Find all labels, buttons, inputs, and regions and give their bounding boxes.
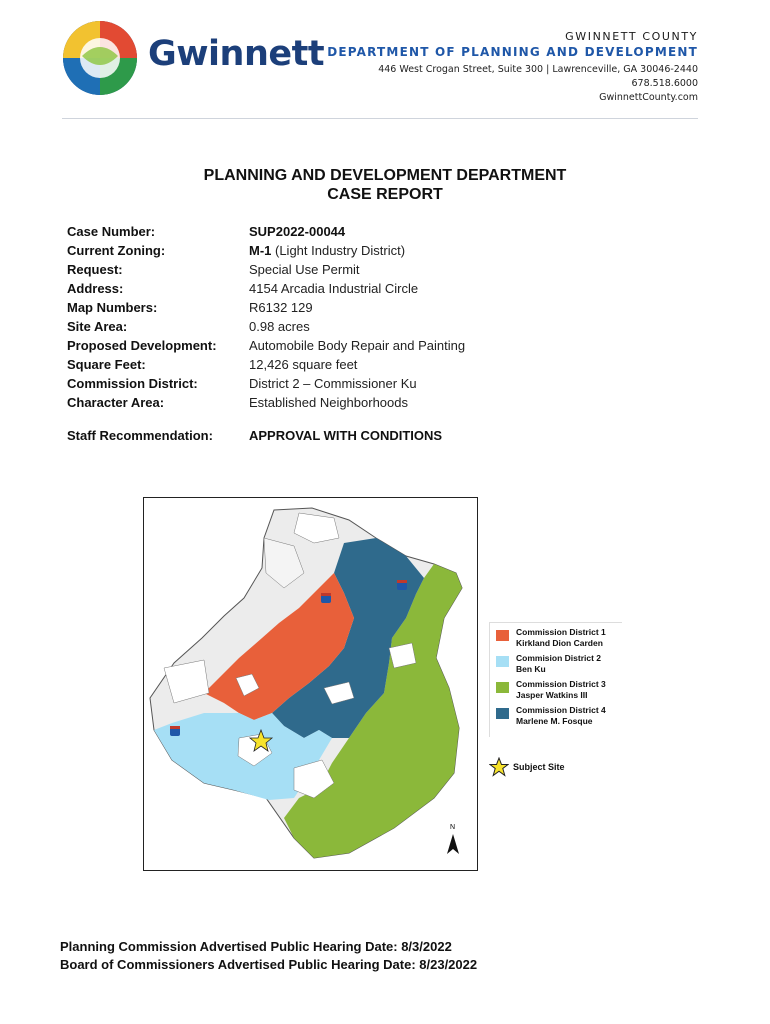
brand-name: Gwinnett bbox=[148, 34, 325, 74]
legend-district-name: Commision District 2 bbox=[516, 653, 602, 663]
report-title bbox=[0, 166, 770, 204]
case-details bbox=[67, 222, 465, 412]
department-phone: 678.518.6000 bbox=[631, 78, 698, 89]
interstate-shield bbox=[397, 580, 407, 590]
subject-site-label: Subject Site bbox=[513, 762, 565, 772]
legend-swatch bbox=[496, 682, 509, 693]
character-area-label: Character Area: bbox=[67, 395, 165, 410]
gwinnett-logo bbox=[60, 18, 140, 98]
hearing-dates bbox=[60, 938, 477, 974]
department-name: DEPARTMENT OF PLANNING AND DEVELOPMENT bbox=[327, 45, 698, 59]
legend-item-district-2 bbox=[496, 653, 622, 675]
legend-item-district-4 bbox=[496, 705, 622, 727]
development-value: Automobile Body Repair and Painting bbox=[249, 338, 466, 353]
planning-commission-date: Planning Commission Advertised Public Hearing Date: 8/3/2022 bbox=[60, 939, 452, 954]
zoning-row bbox=[67, 241, 465, 260]
department-address: 446 West Crogan Street, Suite 300 | Lawrenceville, GA 30046-2440 bbox=[378, 64, 698, 75]
square-feet-value: 12,426 square feet bbox=[249, 357, 358, 372]
north-arrow bbox=[447, 834, 459, 854]
legend-district-name: Commission District 4 bbox=[516, 705, 606, 715]
county-name: GWINNETT COUNTY bbox=[565, 30, 698, 43]
legend-commissioner: Kirkland Dion Carden bbox=[516, 638, 603, 648]
address-row bbox=[67, 279, 465, 298]
legend-subject-site bbox=[489, 757, 565, 777]
legend-swatch bbox=[496, 708, 509, 719]
development-row bbox=[67, 336, 465, 355]
site-area-label: Site Area: bbox=[67, 319, 128, 334]
zoning-description: (Light Industry District) bbox=[271, 243, 406, 258]
legend-item-district-1 bbox=[496, 627, 622, 649]
staff-recommendation-label: Staff Recommendation: bbox=[67, 428, 213, 443]
square-feet-label: Square Feet: bbox=[67, 357, 146, 372]
site-area-row bbox=[67, 317, 465, 336]
county-map-graphic bbox=[144, 498, 477, 870]
case-number-label: Case Number: bbox=[67, 224, 156, 239]
legend-swatch bbox=[496, 630, 509, 641]
board-commissioners-date: Board of Commissioners Advertised Public Hearing Date: 8/23/2022 bbox=[60, 957, 478, 972]
legend-swatch bbox=[496, 656, 509, 667]
legend-item-district-3 bbox=[496, 679, 622, 701]
header-divider bbox=[62, 118, 698, 119]
district-value: District 2 – Commissioner Ku bbox=[249, 376, 417, 391]
department-website[interactable]: GwinnettCounty.com bbox=[599, 92, 698, 103]
legend-district-name: Commission District 1 bbox=[516, 627, 606, 637]
case-number-value: SUP2022-00044 bbox=[249, 224, 346, 239]
request-row bbox=[67, 260, 465, 279]
legend-commissioner: Jasper Watkins III bbox=[516, 690, 588, 700]
district-row bbox=[67, 374, 465, 393]
staff-recommendation-row bbox=[67, 428, 442, 443]
map-numbers-row bbox=[67, 298, 465, 317]
zoning-code: M-1 bbox=[249, 243, 272, 258]
map-numbers-value: R6132 129 bbox=[249, 300, 313, 315]
district-map bbox=[143, 497, 478, 871]
staff-recommendation-value: APPROVAL WITH CONDITIONS bbox=[249, 428, 443, 443]
request-label: Request: bbox=[67, 262, 123, 277]
map-numbers-label: Map Numbers: bbox=[67, 300, 158, 315]
development-label: Proposed Development: bbox=[67, 338, 217, 353]
character-area-row bbox=[67, 393, 465, 412]
site-area-value: 0.98 acres bbox=[249, 319, 310, 334]
interstate-shield bbox=[321, 593, 331, 603]
legend-commissioner: Marlene M. Fosque bbox=[516, 716, 593, 726]
zoning-label: Current Zoning: bbox=[67, 243, 166, 258]
case-number-row bbox=[67, 222, 465, 241]
character-area-value: Established Neighborhoods bbox=[249, 395, 408, 410]
north-label: N bbox=[450, 824, 456, 831]
star-icon bbox=[489, 757, 509, 777]
map-legend bbox=[489, 622, 622, 737]
report-title-line1: PLANNING AND DEVELOPMENT DEPARTMENT bbox=[203, 167, 567, 184]
address-label: Address: bbox=[67, 281, 124, 296]
legend-district-name: Commission District 3 bbox=[516, 679, 606, 689]
legend-commissioner: Ben Ku bbox=[516, 664, 546, 674]
header-contact bbox=[327, 30, 698, 105]
district-label: Commission District: bbox=[67, 376, 198, 391]
address-value: 4154 Arcadia Industrial Circle bbox=[249, 281, 419, 296]
report-title-line2: CASE REPORT bbox=[327, 186, 443, 203]
square-feet-row bbox=[67, 355, 465, 374]
request-value: Special Use Permit bbox=[249, 262, 360, 277]
interstate-shield bbox=[170, 726, 180, 736]
